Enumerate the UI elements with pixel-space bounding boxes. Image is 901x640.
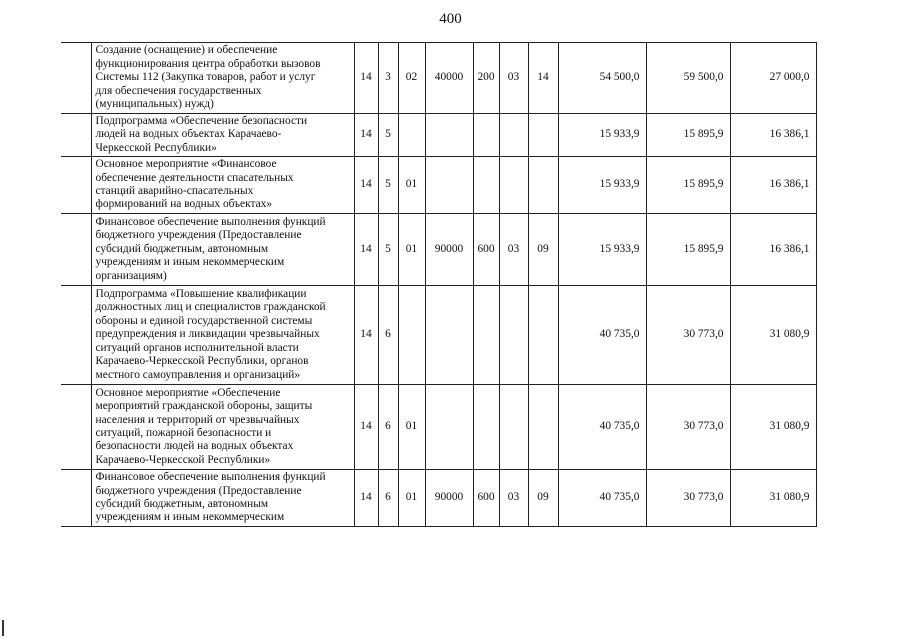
item-name-text: Подпрограмма «Повышение квалификации должностных лиц и специалистов гражданской обороны и единой государственной системы предупреждения и ликвидации чрезвычайных ситуаций органов исполнительной власти Карачаево-Черкесской Республики, органов местного самоуправления и организаций» — [95, 288, 326, 381]
expense-type-code — [473, 385, 499, 470]
amount-year-3: 16 386,1 — [730, 114, 816, 157]
item-name — [91, 470, 354, 527]
main-activity-code: 01 — [398, 470, 425, 527]
item-name-text: Основное мероприятие «Финансовое обеспечение деятельности спасательных станций аварийно-спасательных формирований на водных объектах» — [95, 158, 294, 211]
row-gap-cell — [61, 385, 91, 470]
item-name-text: Создание (оснащение) и обеспечение функционирования центра обработки вызовов Системы 112 (Закупка товаров, работ и услуг для обеспечения государственных (муниципальных) нужд) — [95, 44, 321, 111]
expense-type-code — [473, 157, 499, 214]
subsection-code — [528, 157, 558, 214]
amount-year-3: 31 080,9 — [730, 470, 816, 527]
amount-year-2: 30 773,0 — [646, 286, 730, 385]
table-row — [61, 43, 816, 114]
item-name — [91, 114, 354, 157]
subsection-code — [528, 114, 558, 157]
item-name-text: Финансовое обеспечение выполнения функций бюджетного учреждения (Предоставление субсидий бюджетным, автономным учреждениям и иным некоммерческим организациям) — [95, 215, 326, 282]
amount-year-3: 16 386,1 — [730, 214, 816, 286]
row-gap-cell — [61, 470, 91, 527]
item-name — [91, 157, 354, 214]
amount-year-2: 15 895,9 — [646, 157, 730, 214]
item-name-text: Подпрограмма «Обеспечение безопасности людей на водных объектах Карачаево- Черкесской Республики» — [95, 114, 308, 154]
direction-code — [425, 286, 473, 385]
table-row — [61, 385, 816, 470]
expense-type-code: 600 — [473, 470, 499, 527]
budget-table — [61, 42, 817, 527]
amount-year-1: 15 933,9 — [558, 214, 646, 286]
amount-year-2: 59 500,0 — [646, 43, 730, 114]
program-code: 14 — [354, 470, 378, 527]
expense-type-code: 200 — [473, 43, 499, 114]
subprogram-code: 3 — [378, 43, 398, 114]
program-code: 14 — [354, 385, 378, 470]
expense-type-code: 600 — [473, 214, 499, 286]
direction-code: 40000 — [425, 43, 473, 114]
amount-year-1: 40 735,0 — [558, 286, 646, 385]
direction-code: 90000 — [425, 214, 473, 286]
scan-edge-mark — [2, 620, 4, 636]
subsection-code — [528, 385, 558, 470]
row-gap-cell — [61, 114, 91, 157]
item-name — [91, 214, 354, 286]
section-code — [499, 114, 528, 157]
amount-year-1: 54 500,0 — [558, 43, 646, 114]
item-name — [91, 286, 354, 385]
main-activity-code: 01 — [398, 385, 425, 470]
program-code: 14 — [354, 214, 378, 286]
item-name-text: Основное мероприятие «Обеспечение мероприятий гражданской обороны, защиты населения и территорий от чрезвычайных ситуаций, пожарной безопасности и безопасности людей на водных объектах Карачаево-Черкесской Республики» — [95, 386, 313, 466]
row-gap-cell — [61, 43, 91, 114]
subprogram-code: 6 — [378, 385, 398, 470]
page-number: 400 — [439, 11, 462, 27]
row-gap-cell — [61, 157, 91, 214]
row-gap-cell — [61, 214, 91, 286]
section-code: 03 — [499, 214, 528, 286]
table-row — [61, 214, 816, 286]
amount-year-1: 15 933,9 — [558, 157, 646, 214]
direction-code — [425, 157, 473, 214]
amount-year-2: 15 895,9 — [646, 114, 730, 157]
main-activity-code — [398, 286, 425, 385]
table-row — [61, 114, 816, 157]
section-code — [499, 286, 528, 385]
expense-type-code — [473, 286, 499, 385]
direction-code — [425, 114, 473, 157]
program-code: 14 — [354, 114, 378, 157]
amount-year-3: 16 386,1 — [730, 157, 816, 214]
item-name — [91, 43, 354, 114]
amount-year-1: 15 933,9 — [558, 114, 646, 157]
amount-year-2: 30 773,0 — [646, 385, 730, 470]
main-activity-code — [398, 114, 425, 157]
subsection-code: 09 — [528, 470, 558, 527]
section-code: 03 — [499, 470, 528, 527]
item-name-text: Финансовое обеспечение выполнения функций бюджетного учреждения (Предоставление субсидий бюджетным, автономным учреждениям и иным некоммерческим — [95, 471, 326, 524]
program-code: 14 — [354, 43, 378, 114]
amount-year-2: 30 773,0 — [646, 470, 730, 527]
amount-year-2: 15 895,9 — [646, 214, 730, 286]
subsection-code: 14 — [528, 43, 558, 114]
subprogram-code: 5 — [378, 114, 398, 157]
main-activity-code: 01 — [398, 157, 425, 214]
table-row — [61, 470, 816, 527]
amount-year-3: 31 080,9 — [730, 385, 816, 470]
subprogram-code: 6 — [378, 286, 398, 385]
program-code: 14 — [354, 286, 378, 385]
amount-year-3: 31 080,9 — [730, 286, 816, 385]
subsection-code — [528, 286, 558, 385]
direction-code: 90000 — [425, 470, 473, 527]
subprogram-code: 5 — [378, 214, 398, 286]
program-code: 14 — [354, 157, 378, 214]
section-code: 03 — [499, 43, 528, 114]
main-activity-code: 01 — [398, 214, 425, 286]
section-code — [499, 385, 528, 470]
table-row — [61, 286, 816, 385]
expense-type-code — [473, 114, 499, 157]
amount-year-1: 40 735,0 — [558, 470, 646, 527]
section-code — [499, 157, 528, 214]
item-name — [91, 385, 354, 470]
row-gap-cell — [61, 286, 91, 385]
direction-code — [425, 385, 473, 470]
subprogram-code: 5 — [378, 157, 398, 214]
amount-year-1: 40 735,0 — [558, 385, 646, 470]
amount-year-3: 27 000,0 — [730, 43, 816, 114]
main-activity-code: 02 — [398, 43, 425, 114]
subsection-code: 09 — [528, 214, 558, 286]
subprogram-code: 6 — [378, 470, 398, 527]
table-row — [61, 157, 816, 214]
